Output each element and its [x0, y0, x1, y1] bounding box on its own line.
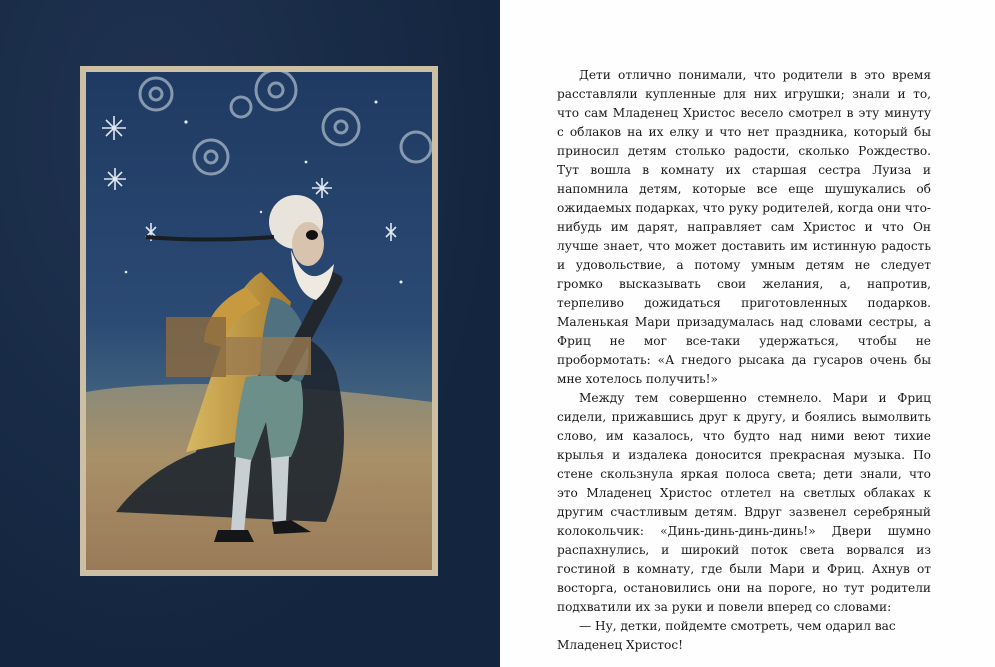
paragraph: Дети отлично понимали, что родители в это время расставляли купленные для них игрушки; знали и то, что сам Младенец Христос весело смотрел в эту минуту с облаков на их елку и что нет праздника, который бы приносил детям столько радости, сколько Рождество. Тут вошла в комнату их старшая сестра Луиза и напомнила детям, которые все еще шушукались об ожидаемых подарках, что руку родителей, когда они что-нибудь им дарят, направляет сам Христос и что Он лучше знает, что может доставить им истинную радость и удовольствие, а потому умным детям не следует громко высказывать свои желания, а, напротив, терпеливо дожидаться приготовленных подарков. Маленькая Мари призадумалась над словами сестры, а Фриц не мог все-таки удержаться, чтобы не пробормотать: «А гнедого рысака да гусаров очень бы мне хотелось получить!» [557, 68, 931, 386]
right-stocking [271, 456, 289, 524]
toy-case [226, 337, 311, 375]
nutcracker-drosselmeyer-illustration-icon [86, 72, 432, 570]
eye-patch [306, 230, 318, 240]
right-page [500, 0, 995, 667]
illustration-frame [80, 66, 438, 576]
story-text [557, 66, 931, 655]
left-shoe [214, 530, 254, 542]
wooden-box [166, 317, 226, 377]
paragraph: Между тем совершенно стемнело. Мари и Фриц сидели, прижавшись друг к другу, и боялись вымолвить слово, им казалось, что будто над ними веют тихие крылья и издалека доносится прекрасная музыка. По стене скользнула яркая полоса света; дети знали, что это Младенец Христос отлетел на светлых облаках к другим счастливым детям. Вдруг зазвенел серебряный колокольчик: «Динь-динь-динь-динь!» Двери шумно распахнулись, и широкий поток света ворвался из гостиной в комнату, где были Мари и Фриц. Ахнув от восторга, остановились они на пороге, но тут родители подхватили их за руки и повели вперед со словами: [557, 391, 931, 614]
paragraph: — Ну, детки, пойдемте смотреть, чем одарил вас Младенец Христос! [557, 619, 896, 652]
face [292, 222, 324, 266]
